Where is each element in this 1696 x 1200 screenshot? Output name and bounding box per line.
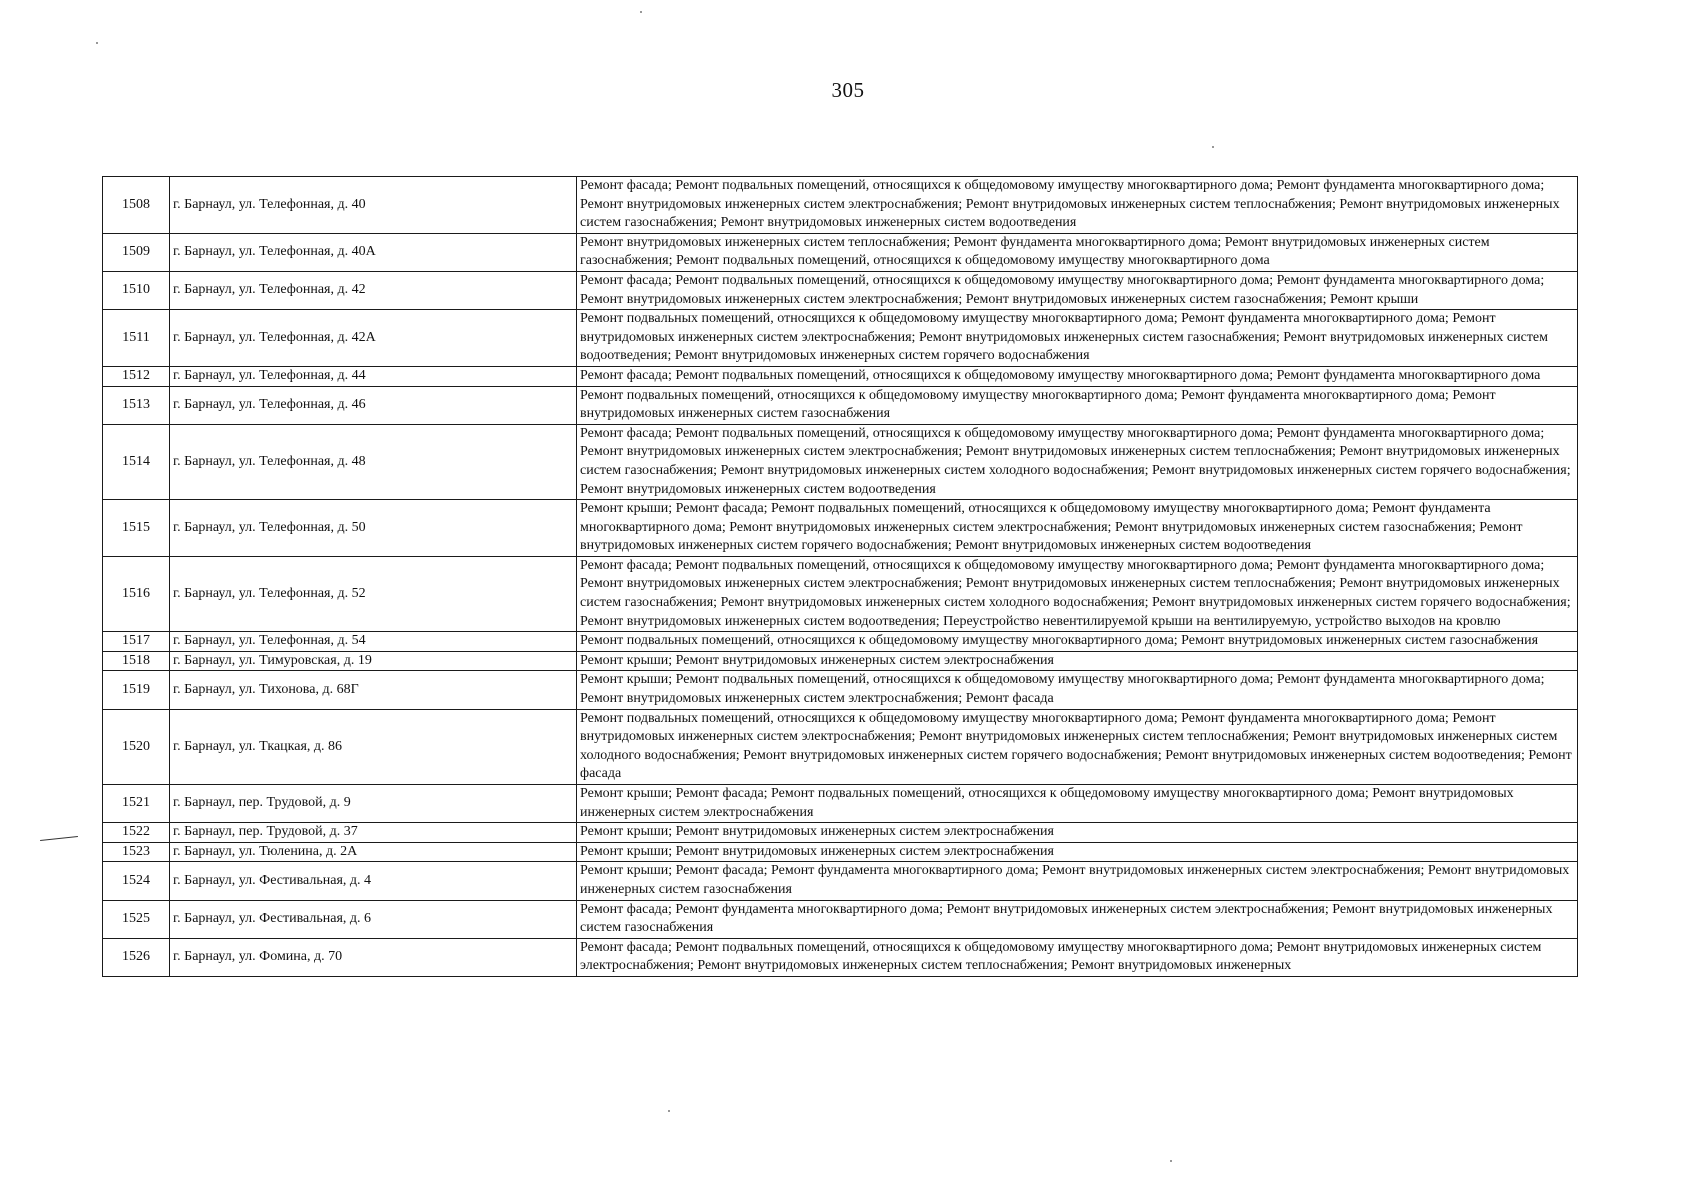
row-works: Ремонт подвальных помещений, относящихся к общедомовому имуществу многоквартирного дома; Ремонт фундамента многоквартирного дома; Ремонт внутридомовых инженерных систем газоснабжения bbox=[577, 386, 1578, 424]
row-works: Ремонт фасада; Ремонт подвальных помещений, относящихся к общедомовому имуществу многоквартирного дома; Ремонт фундамента многоквартирного дома bbox=[577, 366, 1578, 386]
table-row bbox=[103, 177, 1578, 234]
row-number: 1523 bbox=[103, 842, 170, 862]
table-row bbox=[103, 938, 1578, 976]
table-row bbox=[103, 900, 1578, 938]
table-row bbox=[103, 671, 1578, 709]
row-number: 1521 bbox=[103, 785, 170, 823]
row-works: Ремонт фасада; Ремонт подвальных помещений, относящихся к общедомовому имуществу многоквартирного дома; Ремонт фундамента многоквартирного дома; Ремонт внутридомовых инженерных систем электроснабжения; Ремонт внутридомовых инженерных систем газоснабжения; Ремонт крыши bbox=[577, 271, 1578, 309]
housing-registry-table bbox=[102, 176, 1578, 977]
row-number: 1516 bbox=[103, 556, 170, 631]
row-address: г. Барнаул, ул. Тихонова, д. 68Г bbox=[170, 671, 577, 709]
row-address: г. Барнаул, ул. Телефонная, д. 42А bbox=[170, 310, 577, 367]
row-address: г. Барнаул, ул. Телефонная, д. 44 bbox=[170, 366, 577, 386]
table-row bbox=[103, 823, 1578, 843]
table-row bbox=[103, 785, 1578, 823]
row-address: г. Барнаул, ул. Телефонная, д. 40 bbox=[170, 177, 577, 234]
row-address: г. Барнаул, ул. Тюленина, д. 2А bbox=[170, 842, 577, 862]
row-address: г. Барнаул, ул. Телефонная, д. 54 bbox=[170, 632, 577, 652]
table-row bbox=[103, 842, 1578, 862]
row-works: Ремонт крыши; Ремонт внутридомовых инженерных систем электроснабжения bbox=[577, 842, 1578, 862]
row-works: Ремонт фасада; Ремонт подвальных помещений, относящихся к общедомовому имуществу многоквартирного дома; Ремонт фундамента многоквартирного дома; Ремонт внутридомовых инженерных систем электроснабжения; Ремонт внутридомовых инженерных систем теплоснабжения; Ремонт внутридомовых инженерных систем газоснабжения; Ремонт внутридомовых инженерных систем холодного водоснабжения; Ремонт внутридомовых инженерных систем горячего водоснабжения; Ремонт внутридомовых инженерных систем водоотведения; Переустройство невентилируемой крыши на вентилируемую, устройство выходов на кровлю bbox=[577, 556, 1578, 631]
row-works: Ремонт подвальных помещений, относящихся к общедомовому имуществу многоквартирного дома; Ремонт фундамента многоквартирного дома; Ремонт внутридомовых инженерных систем электроснабжения; Ремонт внутридомовых инженерных систем теплоснабжения; Ремонт внутридомовых инженерных систем холодного водоснабжения; Ремонт внутридомовых инженерных систем горячего водоснабжения; Ремонт внутридомовых инженерных систем водоотведения; Ремонт фасада bbox=[577, 709, 1578, 784]
registry-body bbox=[103, 177, 1578, 977]
row-address: г. Барнаул, пер. Трудовой, д. 37 bbox=[170, 823, 577, 843]
table-row bbox=[103, 632, 1578, 652]
row-number: 1508 bbox=[103, 177, 170, 234]
row-works: Ремонт фасада; Ремонт подвальных помещений, относящихся к общедомовому имуществу многоквартирного дома; Ремонт внутридомовых инженерных систем электроснабжения; Ремонт внутридомовых инженерных систем теплоснабжения; Ремонт внутридомовых инженерных bbox=[577, 938, 1578, 976]
row-address: г. Барнаул, ул. Телефонная, д. 48 bbox=[170, 424, 577, 499]
scan-speck bbox=[640, 11, 642, 13]
row-number: 1511 bbox=[103, 310, 170, 367]
row-number: 1513 bbox=[103, 386, 170, 424]
row-works: Ремонт крыши; Ремонт внутридомовых инженерных систем электроснабжения bbox=[577, 651, 1578, 671]
margin-mark bbox=[40, 836, 78, 841]
row-number: 1514 bbox=[103, 424, 170, 499]
row-address: г. Барнаул, ул. Телефонная, д. 46 bbox=[170, 386, 577, 424]
scan-speck bbox=[1170, 1160, 1172, 1162]
row-address: г. Барнаул, ул. Телефонная, д. 40А bbox=[170, 233, 577, 271]
scan-speck bbox=[668, 1110, 670, 1112]
row-works: Ремонт подвальных помещений, относящихся к общедомовому имуществу многоквартирного дома; Ремонт фундамента многоквартирного дома; Ремонт внутридомовых инженерных систем электроснабжения; Ремонт внутридомовых инженерных систем газоснабжения; Ремонт внутридомовых инженерных систем водоотведения; Ремонт внутридомовых инженерных систем горячего водоснабжения bbox=[577, 310, 1578, 367]
row-address: г. Барнаул, ул. Фомина, д. 70 bbox=[170, 938, 577, 976]
row-works: Ремонт фасада; Ремонт фундамента многоквартирного дома; Ремонт внутридомовых инженерных систем электроснабжения; Ремонт внутридомовых инженерных систем газоснабжения bbox=[577, 900, 1578, 938]
row-address: г. Барнаул, ул. Тимуровская, д. 19 bbox=[170, 651, 577, 671]
row-number: 1524 bbox=[103, 862, 170, 900]
page-number: 305 bbox=[831, 78, 865, 102]
row-address: г. Барнаул, ул. Ткацкая, д. 86 bbox=[170, 709, 577, 784]
row-number: 1525 bbox=[103, 900, 170, 938]
row-number: 1510 bbox=[103, 271, 170, 309]
row-number: 1520 bbox=[103, 709, 170, 784]
row-number: 1517 bbox=[103, 632, 170, 652]
row-works: Ремонт внутридомовых инженерных систем теплоснабжения; Ремонт фундамента многоквартирного дома; Ремонт внутридомовых инженерных систем газоснабжения; Ремонт подвальных помещений, относящихся к общедомовому имуществу многоквартирного дома bbox=[577, 233, 1578, 271]
row-works: Ремонт фасада; Ремонт подвальных помещений, относящихся к общедомовому имуществу многоквартирного дома; Ремонт фундамента многоквартирного дома; Ремонт внутридомовых инженерных систем электроснабжения; Ремонт внутридомовых инженерных систем теплоснабжения; Ремонт внутридомовых инженерных систем газоснабжения; Ремонт внутридомовых инженерных систем холодного водоснабжения; Ремонт внутридомовых инженерных систем горячего водоснабжения; Ремонт внутридомовых инженерных систем водоотведения bbox=[577, 424, 1578, 499]
row-number: 1522 bbox=[103, 823, 170, 843]
row-address: г. Барнаул, пер. Трудовой, д. 9 bbox=[170, 785, 577, 823]
table-row bbox=[103, 366, 1578, 386]
row-address: г. Барнаул, ул. Телефонная, д. 50 bbox=[170, 500, 577, 557]
table-row bbox=[103, 271, 1578, 309]
row-works: Ремонт крыши; Ремонт фасада; Ремонт фундамента многоквартирного дома; Ремонт внутридомовых инженерных систем электроснабжения; Ремонт внутридомовых инженерных систем газоснабжения bbox=[577, 862, 1578, 900]
row-address: г. Барнаул, ул. Телефонная, д. 42 bbox=[170, 271, 577, 309]
table-row bbox=[103, 500, 1578, 557]
table-row bbox=[103, 651, 1578, 671]
table-row bbox=[103, 424, 1578, 499]
scan-speck bbox=[96, 42, 98, 44]
row-number: 1518 bbox=[103, 651, 170, 671]
table-row bbox=[103, 386, 1578, 424]
row-address: г. Барнаул, ул. Телефонная, д. 52 bbox=[170, 556, 577, 631]
row-number: 1526 bbox=[103, 938, 170, 976]
row-address: г. Барнаул, ул. Фестивальная, д. 6 bbox=[170, 900, 577, 938]
table-row bbox=[103, 310, 1578, 367]
row-number: 1512 bbox=[103, 366, 170, 386]
table-row bbox=[103, 556, 1578, 631]
scan-speck bbox=[1212, 146, 1214, 148]
row-works: Ремонт крыши; Ремонт внутридомовых инженерных систем электроснабжения bbox=[577, 823, 1578, 843]
row-works: Ремонт фасада; Ремонт подвальных помещений, относящихся к общедомовому имуществу многоквартирного дома; Ремонт фундамента многоквартирного дома; Ремонт внутридомовых инженерных систем электроснабжения; Ремонт внутридомовых инженерных систем теплоснабжения; Ремонт внутридомовых инженерных систем газоснабжения; Ремонт внутридомовых инженерных систем водоотведения bbox=[577, 177, 1578, 234]
row-works: Ремонт крыши; Ремонт фасада; Ремонт подвальных помещений, относящихся к общедомовому имуществу многоквартирного дома; Ремонт внутридомовых инженерных систем электроснабжения bbox=[577, 785, 1578, 823]
table-row bbox=[103, 233, 1578, 271]
row-number: 1509 bbox=[103, 233, 170, 271]
row-works: Ремонт подвальных помещений, относящихся к общедомовому имуществу многоквартирного дома; Ремонт внутридомовых инженерных систем газоснабжения bbox=[577, 632, 1578, 652]
row-address: г. Барнаул, ул. Фестивальная, д. 4 bbox=[170, 862, 577, 900]
row-works: Ремонт крыши; Ремонт подвальных помещений, относящихся к общедомовому имуществу многоквартирного дома; Ремонт фундамента многоквартирного дома; Ремонт внутридомовых инженерных систем электроснабжения; Ремонт фасада bbox=[577, 671, 1578, 709]
row-works: Ремонт крыши; Ремонт фасада; Ремонт подвальных помещений, относящихся к общедомовому имуществу многоквартирного дома; Ремонт фундамента многоквартирного дома; Ремонт внутридомовых инженерных систем электроснабжения; Ремонт внутридомовых инженерных систем газоснабжения; Ремонт внутридомовых инженерных систем горячего водоснабжения; Ремонт внутридомовых инженерных систем водоотведения bbox=[577, 500, 1578, 557]
table-row bbox=[103, 709, 1578, 784]
row-number: 1519 bbox=[103, 671, 170, 709]
table-row bbox=[103, 862, 1578, 900]
row-number: 1515 bbox=[103, 500, 170, 557]
